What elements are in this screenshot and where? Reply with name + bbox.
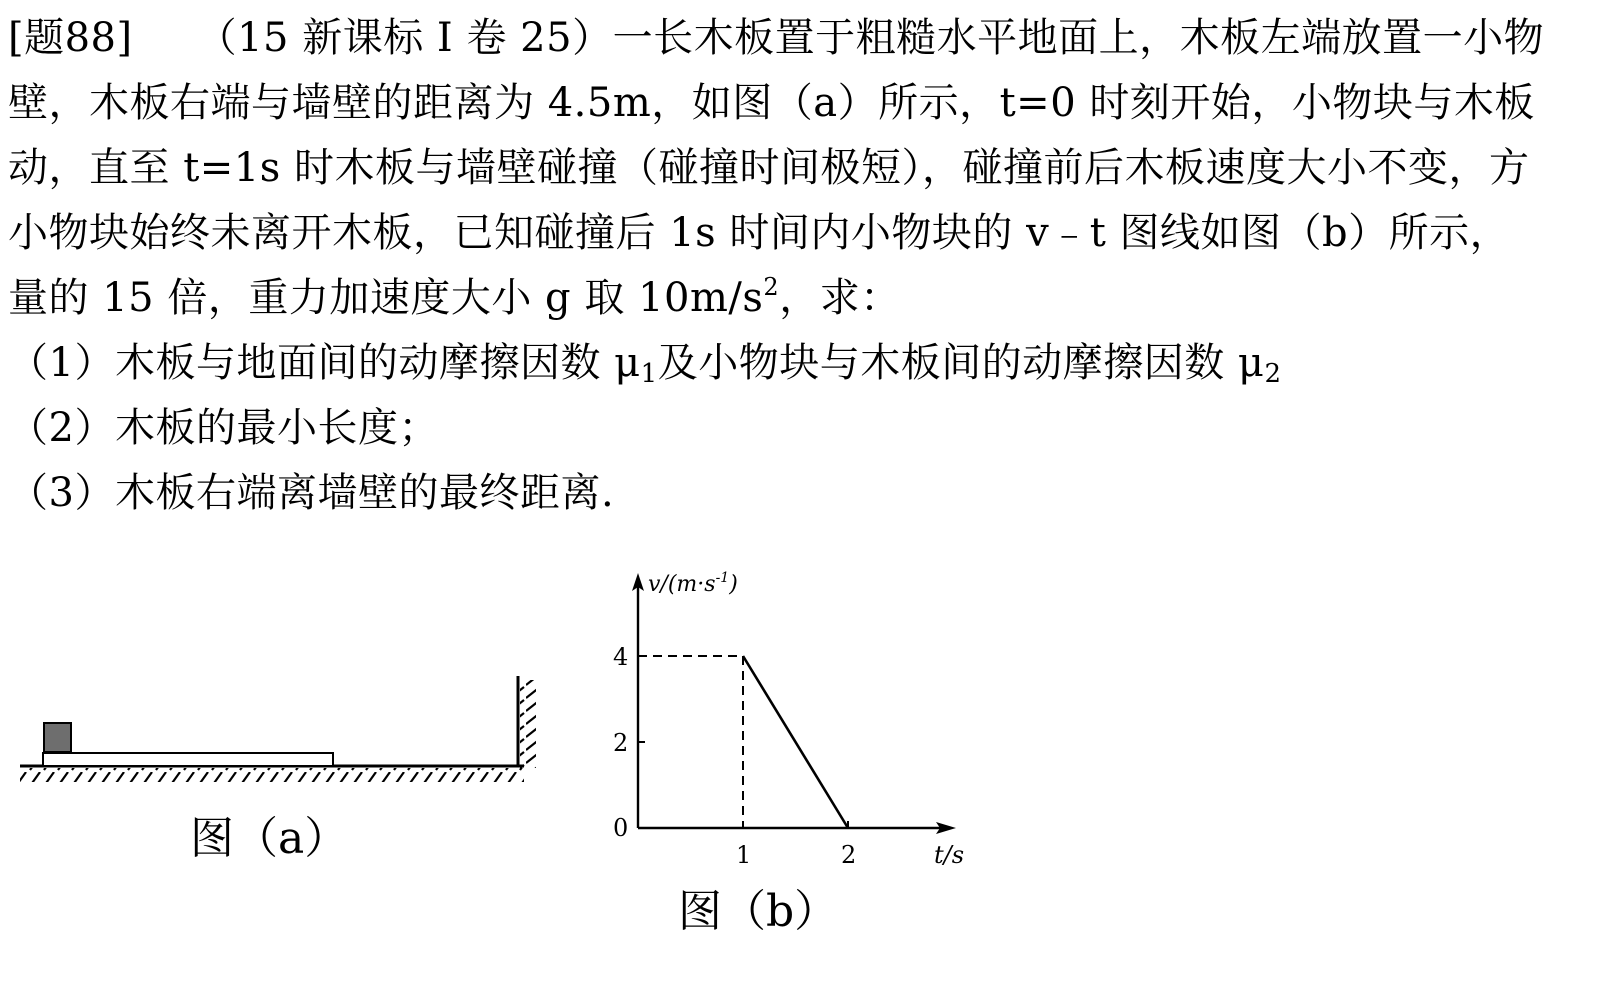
x-tick-label: 1 (736, 841, 752, 869)
figure-b-chart (590, 565, 990, 955)
problem-line-2: 壁，木板右端与墙壁的距离为 4.5m，如图（a）所示，t=0 时刻开始，小物块与木板 (8, 80, 1535, 126)
problem-tag: [题88] (8, 15, 133, 61)
problem-line-5: 量的 15 倍，重力加速度大小 g 取 $10m/s^2$，求： (8, 273, 901, 321)
subscript: 1 (640, 359, 658, 389)
ground-hatching (20, 768, 524, 782)
x-tick-label: 2 (841, 841, 857, 869)
problem-line-3: 动，直至 t=1s 时木板与墙壁碰撞（碰撞时间极短），碰撞前后木板速度大小不变，方 (8, 145, 1530, 191)
small-block (44, 723, 71, 752)
y-tick-label: 4 (613, 643, 629, 671)
problem-line-4: 小物块始终未离开木板，已知碰撞后 1s 时间内小物块的 v﹣t 图线如图（b）所示， (8, 210, 1511, 256)
figure-a (14, 660, 574, 890)
origin-label: 0 (613, 814, 629, 842)
superscript: 2 (763, 273, 780, 301)
question-1: （1）木板与地面间的动摩擦因数 $\mu_1$及小物块与木板间的动摩擦因数 $\mu_2$ (8, 340, 1282, 389)
figure-b-caption: 图（b） (678, 886, 839, 937)
subscript: 2 (1264, 359, 1282, 389)
long-board (43, 753, 333, 766)
question-2: （2）木板的最小长度； (8, 405, 439, 451)
problem-line-1: [题88] （15 新课标 I 卷 25）一长木板置于粗糙水平地面上，木板左端放置一小物 (8, 15, 1545, 61)
problem-text (8, 6, 1600, 526)
series-line (743, 656, 848, 828)
figure-b (590, 565, 990, 955)
wall-hatching (520, 680, 536, 768)
figure-a-diagram (14, 660, 574, 890)
figure-a-caption: 图（a） (190, 813, 349, 864)
y-tick-label: 2 (613, 729, 629, 757)
x-axis-label: t/s (934, 841, 965, 869)
y-axis-label: $v/(m\cdot s^{-1})$ (648, 570, 738, 597)
question-3: （3）木板右端离墙壁的最终距离. (8, 470, 615, 516)
